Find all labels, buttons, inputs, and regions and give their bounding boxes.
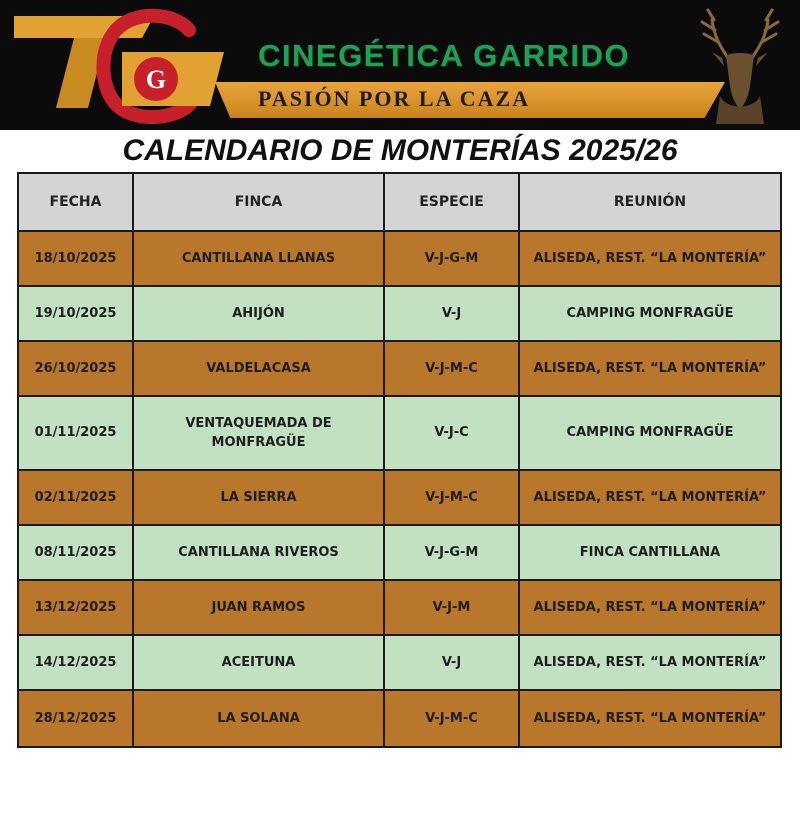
- especie-cell: V-J-M: [385, 581, 520, 634]
- calendar-table: [17, 172, 782, 748]
- especie-cell: V-J-M-C: [385, 691, 520, 746]
- column-header-especie: ESPECIE: [385, 174, 520, 230]
- table-header-row: [19, 174, 780, 232]
- reunion-cell: ALISEDA, REST. “LA MONTERÍA”: [533, 654, 767, 670]
- page-title: CALENDARIO DE MONTERÍAS 2025/26: [122, 134, 678, 167]
- table-row: [19, 471, 780, 526]
- finca-cell: AHIJÓN: [134, 287, 385, 340]
- reunion-cell: ALISEDA, REST. “LA MONTERÍA”: [533, 360, 767, 376]
- column-header-reunion: REUNIÓN: [613, 193, 687, 210]
- fecha-cell: 01/11/2025: [19, 397, 134, 469]
- fecha-cell: 26/10/2025: [19, 342, 134, 395]
- header-banner: [0, 0, 800, 130]
- table-row: [19, 232, 780, 287]
- table-row: [19, 526, 780, 581]
- table-row: [19, 636, 780, 691]
- deer-head-icon: [690, 6, 790, 124]
- finca-cell: VALDELACASA: [134, 342, 385, 395]
- especie-cell: V-J-C: [385, 397, 520, 469]
- finca-cell: LA SIERRA: [134, 471, 385, 524]
- reunion-cell: ALISEDA, REST. “LA MONTERÍA”: [533, 710, 767, 726]
- reunion-cell: CAMPING MONFRAGÜE: [566, 305, 734, 321]
- finca-cell: CANTILLANA RIVEROS: [134, 526, 385, 579]
- table-row: [19, 397, 780, 471]
- reunion-cell: CAMPING MONFRAGÜE: [566, 425, 734, 441]
- especie-cell: V-J-M-C: [385, 471, 520, 524]
- finca-cell: ACEITUNA: [134, 636, 385, 689]
- slogan: PASIÓN POR LA CAZA: [258, 86, 531, 111]
- finca-cell: LA SOLANA: [134, 691, 385, 746]
- table-row: [19, 581, 780, 636]
- brand-name: CINEGÉTICA GARRIDO: [258, 38, 631, 73]
- finca-cell: VENTAQUEMADA DE MONFRAGÜE: [134, 397, 385, 469]
- table-row: [19, 691, 780, 746]
- fecha-cell: 14/12/2025: [19, 636, 134, 689]
- finca-cell: CANTILLANA LLANAS: [134, 232, 385, 285]
- fecha-cell: 19/10/2025: [19, 287, 134, 340]
- column-header-fecha: FECHA: [19, 174, 134, 230]
- especie-cell: V-J: [385, 287, 520, 340]
- reunion-cell: ALISEDA, REST. “LA MONTERÍA”: [533, 489, 767, 505]
- table-row: [19, 287, 780, 342]
- especie-cell: V-J: [385, 636, 520, 689]
- reunion-cell: FINCA CANTILLANA: [579, 544, 721, 560]
- fecha-cell: 13/12/2025: [19, 581, 134, 634]
- reunion-cell: ALISEDA, REST. “LA MONTERÍA”: [533, 250, 767, 266]
- finca-cell: JUAN RAMOS: [134, 581, 385, 634]
- tcg-monogram-logo: [14, 8, 244, 126]
- especie-cell: V-J-M-C: [385, 342, 520, 395]
- fecha-cell: 28/12/2025: [19, 691, 134, 746]
- logo-letter: G: [145, 65, 167, 94]
- reunion-cell: ALISEDA, REST. “LA MONTERÍA”: [533, 599, 767, 615]
- especie-cell: V-J-G-M: [385, 526, 520, 579]
- column-header-finca: FINCA: [134, 174, 385, 230]
- fecha-cell: 08/11/2025: [19, 526, 134, 579]
- fecha-cell: 02/11/2025: [19, 471, 134, 524]
- especie-cell: V-J-G-M: [385, 232, 520, 285]
- table-row: [19, 342, 780, 397]
- fecha-cell: 18/10/2025: [19, 232, 134, 285]
